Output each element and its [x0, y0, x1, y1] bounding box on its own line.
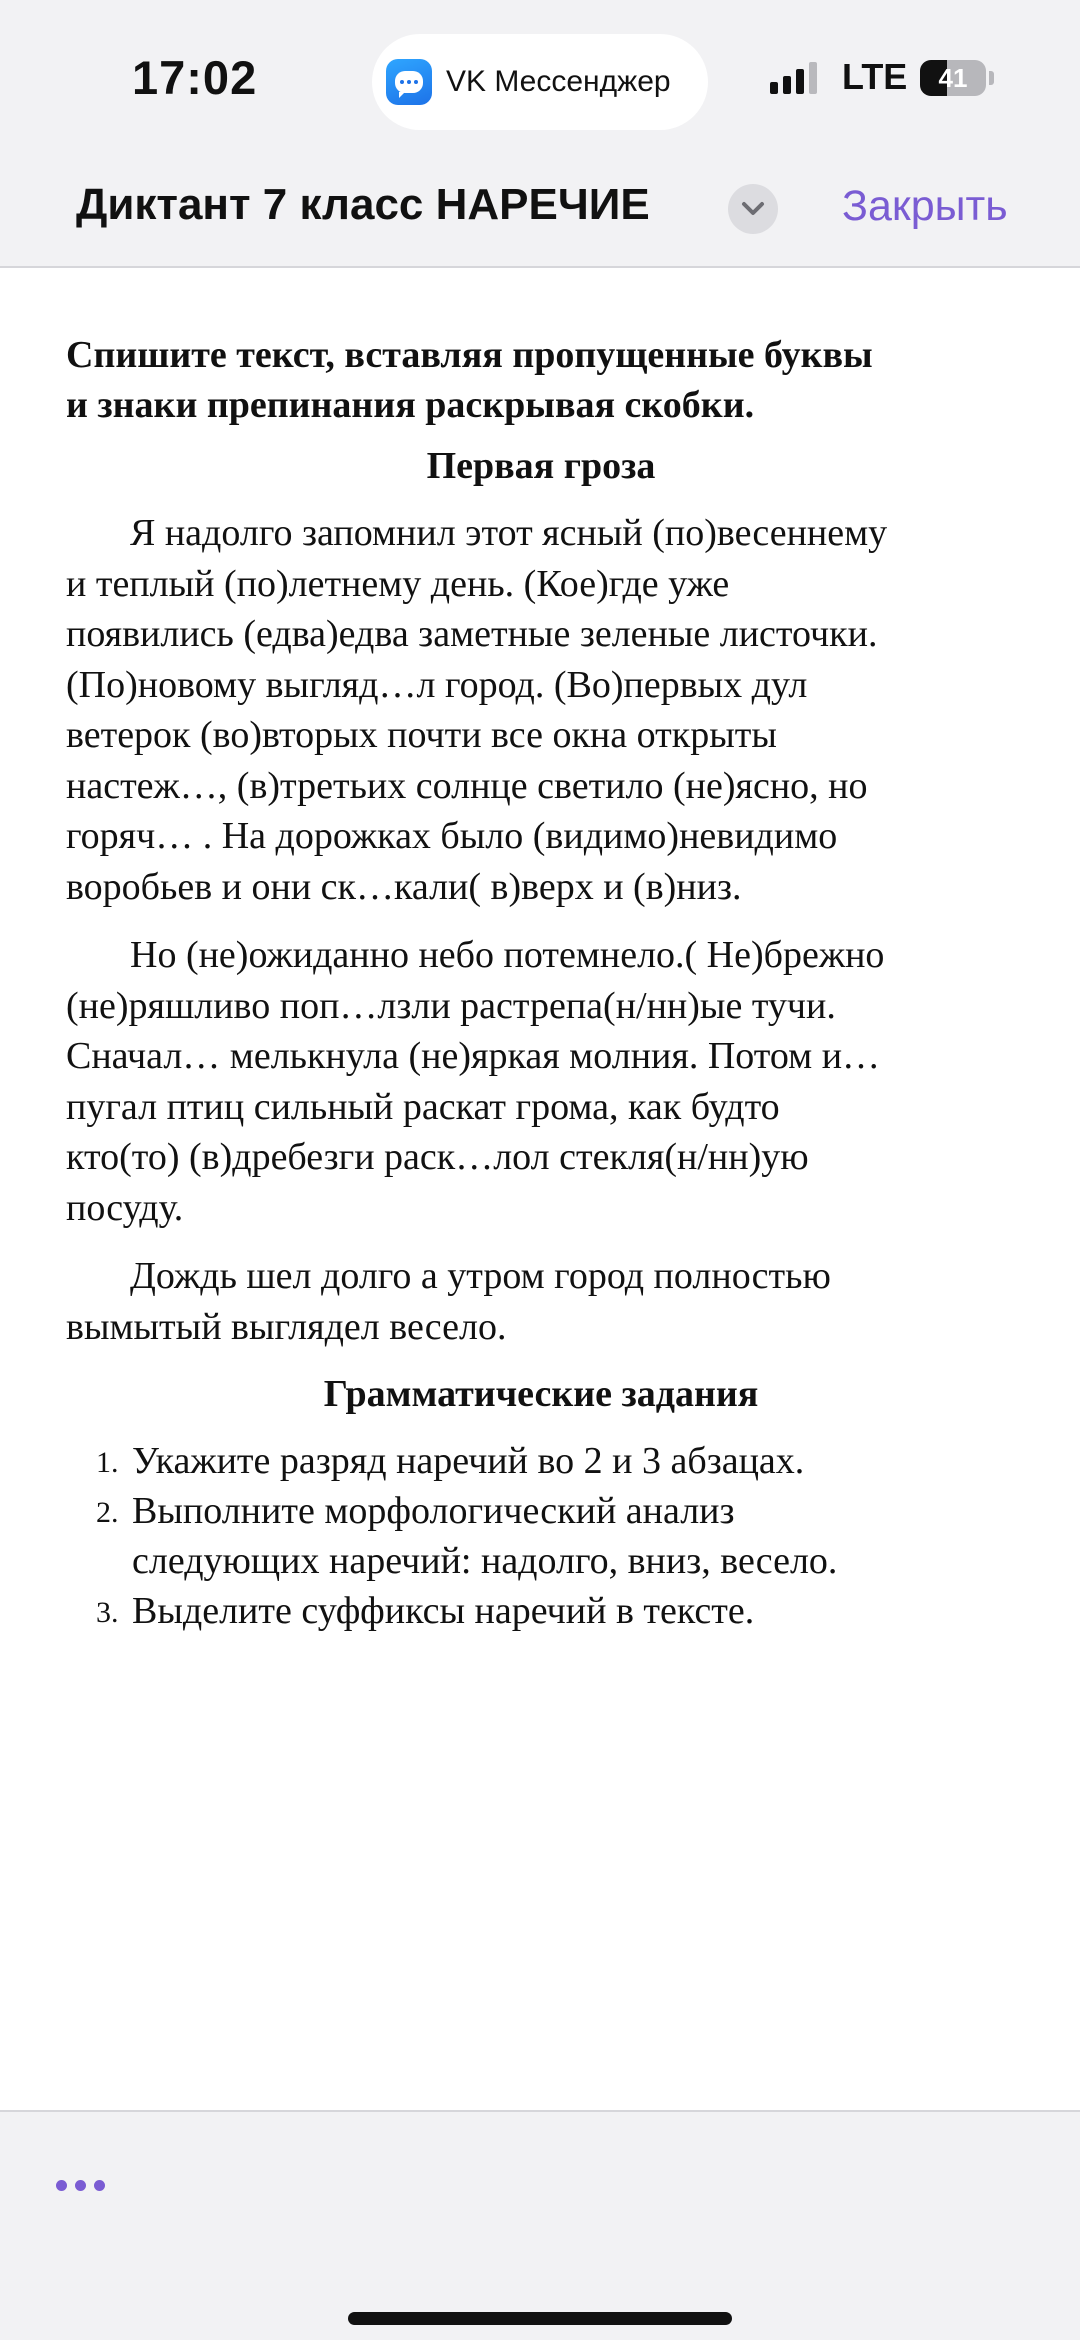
- vk-messenger-icon: [386, 59, 432, 105]
- grammar-task-list: [66, 1436, 1016, 1636]
- list-item: 2. Выполните морфологический анализ следующих наречий: надолго, вниз, весело.: [96, 1490, 838, 1582]
- task-instruction: Спишите текст, вставляя пропущенные буквы и знаки препинания раскрывая скобки.: [66, 334, 873, 426]
- list-item: 1. Укажите разряд наречий во 2 и 3 абзацах.: [96, 1440, 805, 1482]
- more-options-icon[interactable]: [56, 2180, 105, 2191]
- list-item: 3. Выделите суффиксы наречий в тексте.: [96, 1590, 755, 1632]
- signal-strength-icon: [770, 60, 817, 94]
- paragraph-3: Дождь шел долго а утром город полностью вымытый выглядел весело.: [66, 1255, 831, 1348]
- bottom-toolbar: [0, 2110, 1080, 2340]
- text-heading: Первая гроза: [426, 445, 656, 487]
- grammar-heading: Грамматические задания: [323, 1373, 759, 1415]
- document-content: [66, 330, 1016, 1636]
- status-time: 17:02: [132, 51, 258, 104]
- battery-icon: [920, 60, 986, 96]
- app-indicator-pill[interactable]: [372, 34, 708, 130]
- chevron-down-icon[interactable]: [728, 184, 778, 234]
- top-bar: [0, 0, 1080, 268]
- close-button[interactable]: Закрыть: [842, 182, 1008, 230]
- home-indicator[interactable]: [348, 2312, 732, 2325]
- app-indicator-label: VK Мессенджер: [446, 65, 671, 98]
- document-title: Диктант 7 класс НАРЕЧИЕ: [76, 180, 650, 229]
- battery-level: 41: [938, 63, 968, 93]
- network-type: LTE: [842, 56, 908, 97]
- paragraph-1: Я надолго запомнил этот ясный (по)весеннему и теплый (по)летнему день. (Кое)где уже появились (едва)едва заметные зеленые листочки. (По)новому выгляд…л город. (Во)первых дул ветерок (во)вторых почти все окна открыты настеж…, (в)третьих солнце светило (не)ясно, но горяч… . На дорожках было (видимо)невидимо воробьев и они ск…кали( в)верх и (в)низ.: [66, 512, 888, 908]
- paragraph-2: Но (не)ожиданно небо потемнело.( Не)брежно (не)ряшливо поп…лзли растрепа(н/нн)ые тучи. Сначал… мелькнула (не)яркая молния. Потом и… пугал птиц сильный раскат грома, как будто кто(то) (в)дребезги раск…лол стекля(н/нн)ую посуду.: [66, 934, 885, 1229]
